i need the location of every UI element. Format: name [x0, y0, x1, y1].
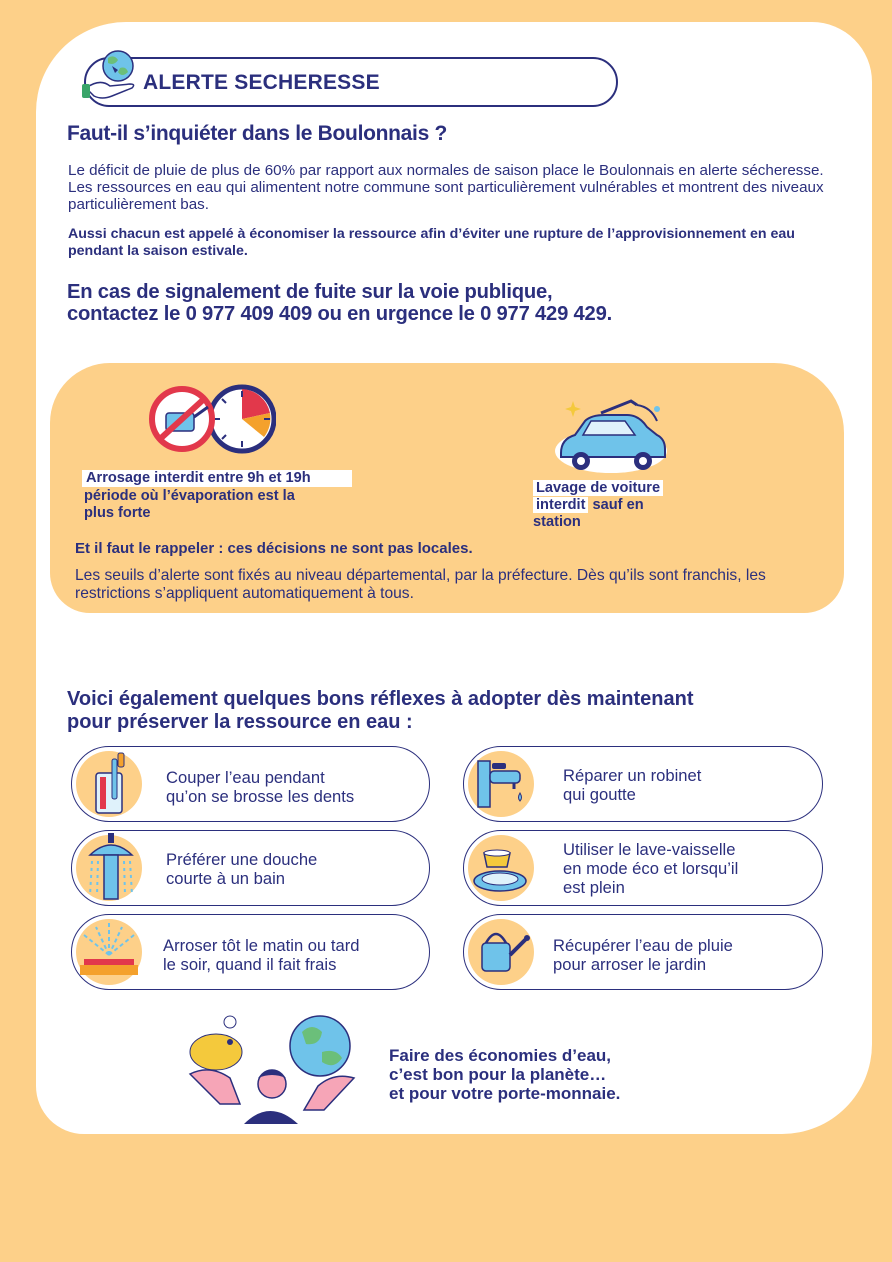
- tip-text: [563, 840, 738, 897]
- tip-line: Préférer une douche: [166, 850, 318, 869]
- tip-text: [553, 936, 733, 974]
- tip-line: Récupérer l’eau de pluie: [553, 936, 733, 955]
- car-wash-icon: [553, 395, 671, 475]
- footer-line-3: et pour votre porte-monnaie.: [389, 1084, 621, 1103]
- tip-line: Réparer un robinet: [563, 766, 702, 785]
- tip-line: Arroser tôt le matin ou tard: [163, 936, 360, 955]
- tip-line: qu’on se brosse les dents: [166, 787, 355, 806]
- car-label-line-2b: sauf en: [592, 497, 644, 513]
- shower-icon: [84, 833, 138, 901]
- footer-line-2: c’est bon pour la planète…: [389, 1065, 607, 1084]
- tip-line: Couper l’eau pendant: [166, 768, 325, 787]
- car-label-line-2a: interdit: [533, 497, 588, 513]
- tip-text: [563, 766, 701, 804]
- footer-line-1: Faire des économies d’eau,: [389, 1046, 612, 1065]
- tip-line: le soir, quand il fait frais: [163, 955, 337, 974]
- contact-line-2: contactez le 0 977 409 409 ou en urgence le 0 977 429 429.: [67, 303, 613, 325]
- tip-shower: [71, 830, 430, 906]
- dishes-icon: [470, 835, 534, 899]
- car-label-line-1: Lavage de voiture: [533, 480, 663, 496]
- restrictions-note-2: Les seuils d’alerte sont fixés au niveau départemental, par la préfecture. Dès qu’ils sont franchis, les restrictions s’appliquent automatiquement à tous.: [75, 567, 766, 602]
- car-wash-label: [533, 480, 685, 531]
- toothbrush-cup-icon: [86, 751, 136, 815]
- watering-label-line-1: Arrosage interdit entre 9h et 19h: [82, 470, 352, 487]
- tip-line: qui goutte: [563, 785, 636, 804]
- intro-heading: Faut-il s’inquiéter dans le Boulonnais ?: [67, 122, 448, 145]
- no-watering-clock-icon: [146, 383, 276, 455]
- watering-label-rest: [84, 488, 344, 522]
- tip-text: [163, 936, 359, 974]
- tip-faucet: [463, 746, 823, 822]
- tip-toothbrush: [71, 746, 430, 822]
- tip-line: en mode éco et lorsqu’il: [563, 859, 739, 878]
- tips-heading: [67, 688, 827, 734]
- tip-dishwasher: [463, 830, 823, 906]
- car-label-line-3: station: [533, 514, 581, 530]
- faucet-icon: [470, 753, 532, 815]
- watering-label-line-3: plus forte: [84, 505, 151, 521]
- footer-message: [389, 1046, 620, 1103]
- tips-heading-line-2: pour préserver la ressource en eau :: [67, 711, 413, 733]
- tip-line: Utiliser le lave-vaisselle: [563, 840, 736, 859]
- contact-block: [67, 281, 827, 325]
- tips-heading-line-1: Voici également quelques bons réflexes à adopter dès maintenant: [67, 688, 694, 710]
- watering-label-line-2: période où l’évaporation est la: [84, 488, 295, 504]
- contact-line-1: En cas de signalement de fuite sur la voie publique,: [67, 281, 553, 303]
- globe-in-hand-icon: [80, 48, 140, 104]
- intro-bold-paragraph: Aussi chacun est appelé à économiser la ressource afin d’éviter une rupture de l’approvisionnement en eau pendant la saison estivale.: [68, 226, 795, 259]
- tip-line: est plein: [563, 878, 625, 897]
- tip-text: [166, 850, 317, 888]
- tip-rainwater: [463, 914, 823, 990]
- tip-line: courte à un bain: [166, 869, 286, 888]
- person-piggybank-globe-icon: [186, 1012, 356, 1124]
- tip-text: [166, 768, 354, 806]
- restrictions-note-1: Et il faut le rappeler : ces décisions ne sont pas locales.: [75, 540, 473, 557]
- sprinkler-icon: [76, 921, 142, 983]
- intro-paragraph: Le déficit de pluie de plus de 60% par rapport aux normales de saison place le Boulonnais en alerte sécheresse. Les ressources en eau qui alimentent notre commune sont particulièrement vulnérables et montrent des niveaux particulièrement bas.: [68, 162, 824, 213]
- page-title: ALERTE SECHERESSE: [143, 71, 380, 94]
- tip-line: pour arroser le jardin: [553, 955, 707, 974]
- watering-can-icon: [472, 925, 532, 979]
- tip-watering-time: [71, 914, 430, 990]
